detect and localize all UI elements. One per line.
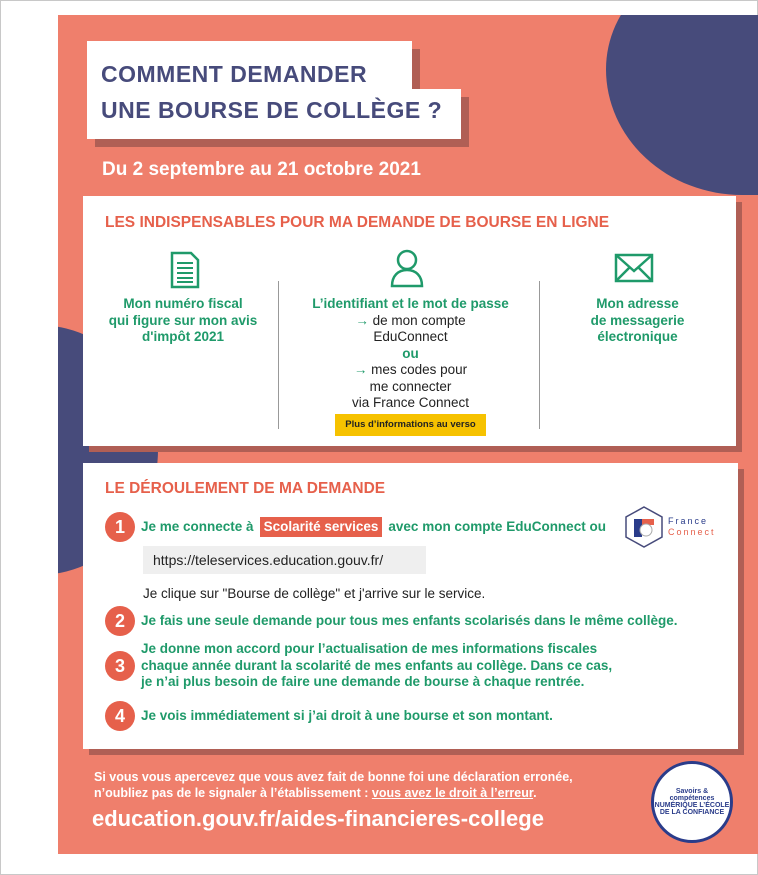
or-text: ou	[402, 345, 419, 361]
right-to-error-link[interactable]: vous avez le droit à l’erreur	[371, 786, 534, 800]
step-2	[105, 606, 677, 636]
arrow-right-icon: →	[353, 362, 372, 377]
step-text: avec mon compte EduConnect ou	[388, 518, 606, 534]
france-connect-logo[interactable]	[624, 505, 716, 549]
step-4	[105, 701, 553, 731]
step-3	[105, 641, 612, 691]
fiscal-number-text: Mon numéro fiscal	[123, 296, 243, 311]
step-1-note: Je clique sur "Bourse de collège" et j'arrive sur le service.	[143, 586, 486, 601]
step-number: 3	[105, 651, 135, 681]
process-heading: LE DÉROULEMENT DE MA DEMANDE	[105, 480, 386, 497]
more-info-badge: Plus d’informations au verso	[335, 414, 485, 437]
fiscal-number-text: d'impôt 2021	[142, 329, 224, 344]
step-1	[105, 512, 606, 542]
essentials-card	[83, 196, 736, 446]
page-title-line2: UNE BOURSE DE COLLÈGE ?	[101, 97, 443, 123]
decorative-blob	[606, 15, 758, 195]
credentials-text: EduConnect	[373, 329, 448, 344]
divider	[278, 281, 279, 429]
fiscal-number-text: qui figure sur mon avis	[108, 312, 258, 328]
step-text: chaque année durant la scolarité de mes enfants au collège. Dans ce cas,	[141, 657, 613, 673]
footer-note: Si vous vous apercevez que vous avez fait de bonne foi une déclaration erronée, n’oubliez pas de le signaler à l’établissement : vous avez le droit à l’erreur.	[94, 770, 573, 800]
document-icon	[170, 251, 200, 289]
step-number: 4	[105, 701, 135, 731]
email-text: Mon adresse	[596, 296, 679, 311]
teleservices-url[interactable]: https://teleservices.education.gouv.fr/	[143, 546, 426, 574]
scolarite-services-link[interactable]: Scolarité services	[260, 517, 383, 538]
footer-text: Si vous vous apercevez que vous avez fait de bonne foi une déclaration erronée,	[94, 770, 573, 784]
seal-text: Savoirs & compétences NUMÉRIQUE L’ÉCOLE DE LA CONFIANCE	[654, 788, 730, 816]
step-text: Je fais une seule demande pour tous mes enfants scolarisés dans le même collège.	[141, 612, 678, 628]
credentials-text: mes codes pour	[371, 362, 468, 377]
page-title-line1: COMMENT DEMANDER	[101, 61, 368, 87]
step-text: Je me connecte à	[141, 518, 254, 534]
logo-text: France	[668, 516, 709, 526]
footer-text: n’oubliez pas de le signaler à l’établissement :	[94, 786, 372, 800]
date-range: Du 2 septembre au 21 octobre 2021	[102, 159, 421, 180]
website-url[interactable]: education.gouv.fr/aides-financieres-college	[92, 806, 544, 831]
process-card	[83, 463, 738, 749]
step-text: Je vois immédiatement si j’ai droit à une bourse et son montant.	[141, 707, 553, 723]
step-number: 2	[105, 606, 135, 636]
step-number: 1	[105, 512, 135, 542]
email-text: électronique	[597, 329, 678, 344]
logo-text: Connect	[668, 527, 716, 537]
step-text: je n’ai plus besoin de faire une demande de bourse à chaque rentrée.	[141, 674, 585, 689]
email-text: de messagerie	[590, 312, 685, 328]
credentials-text: via France Connect	[351, 395, 470, 410]
envelope-icon	[614, 253, 654, 283]
credentials-text: L’identifiant et le mot de passe	[312, 296, 509, 311]
france-connect-icon	[624, 505, 664, 549]
arrow-right-icon: →	[355, 312, 373, 328]
ecole-confiance-seal	[651, 761, 733, 843]
credentials-text: me connecter	[369, 378, 452, 394]
user-icon	[390, 248, 424, 288]
divider	[539, 281, 540, 429]
essentials-heading: LES INDISPENSABLES POUR MA DEMANDE DE BOURSE EN LIGNE	[105, 214, 610, 231]
step-text: Je donne mon accord pour l’actualisation de mes informations fiscales	[141, 641, 598, 656]
credentials-text: de mon compte	[372, 312, 466, 328]
